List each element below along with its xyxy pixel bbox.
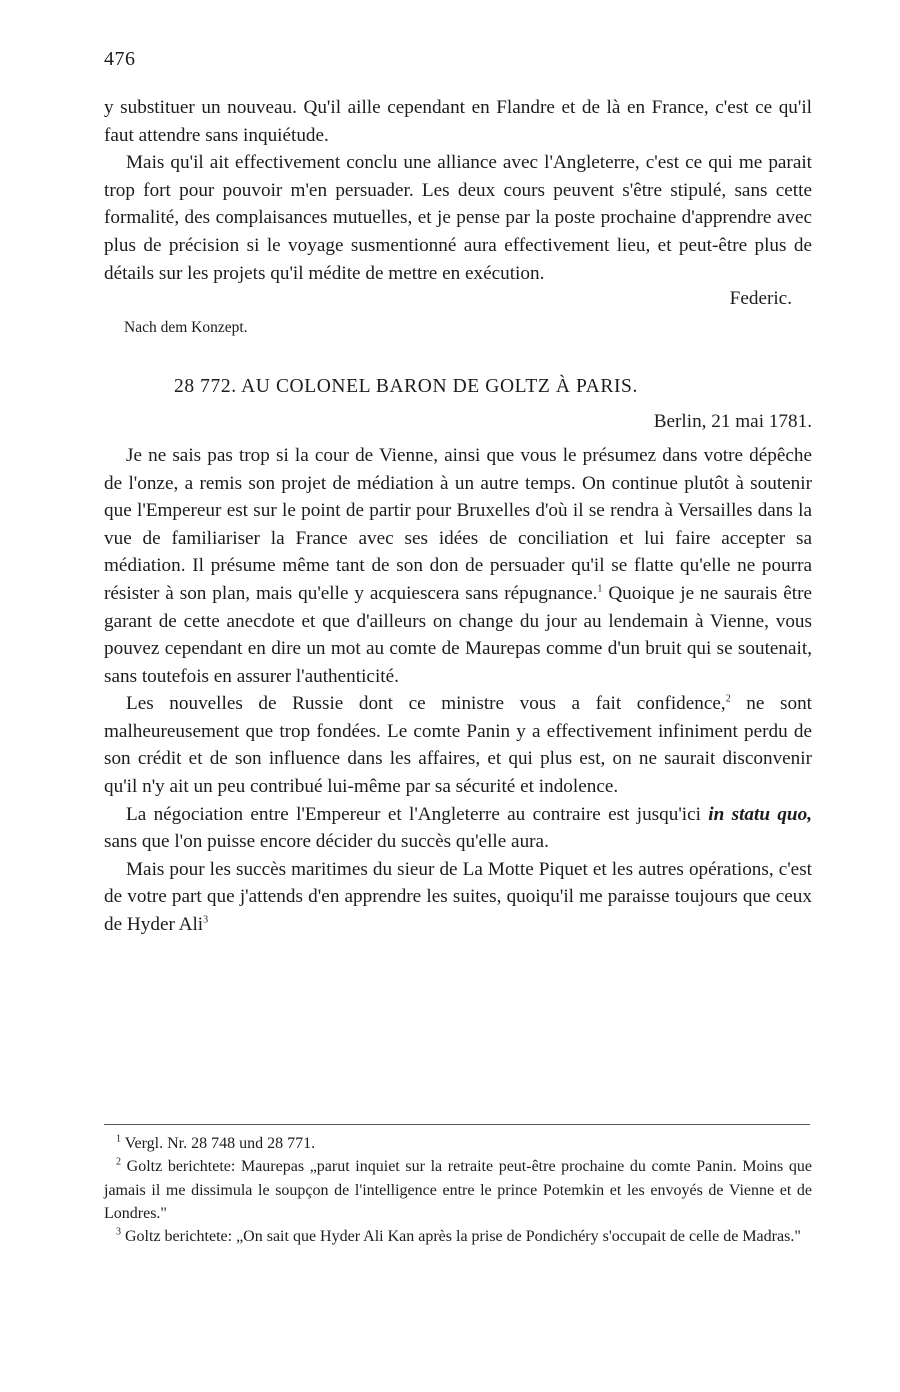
source-note: Nach dem Konzept. (124, 318, 248, 336)
signature: Federic. (729, 288, 792, 310)
paragraph-russie (104, 690, 812, 800)
footnote-2 (104, 1155, 812, 1225)
paragraph-russie-text-b: ne sont malheureusement que trop fondées. Le comte Panin y a effectivement infiniment perdu de son crédit et de son influence dans les affaires, et qui plus est, on ne saurait disconvenir qu'il n'y ait un peu contribué lui-même par sa sécurité et indolence. (104, 693, 812, 798)
footnote-divider (104, 1124, 810, 1125)
paragraph-negociation (104, 801, 812, 856)
paragraph-continued: y substituer un nouveau. Qu'il aille cependant en Flandre et de là en France, c'est ce qu'il faut attendre sans inquiétude. (104, 97, 812, 146)
paragraph-russie-text-a: Les nouvelles de Russie dont ce ministre vous a fait confidence, (126, 693, 726, 715)
letter-heading: 28 772. AU COLONEL BARON DE GOLTZ À PARIS. (174, 375, 638, 397)
footnote-2-mark: 2 (116, 1156, 121, 1168)
latin-phrase: in statu quo, (708, 803, 812, 825)
paragraph-vienne-text-a: Je ne sais pas trop si la cour de Vienne, ainsi que vous le présumez dans votre dépêche de l'onze, a remis son projet de médiation à un autre temps. On continue plutôt à soutenir que l'Empereur est sur le point de partir pour Bruxelles d'où il se rendra à Versailles dans la vue de familiariser la France avec ses idées de conciliation et lui faire accepter sa médiation. Il présume même tant de son don de persuader qu'il se flatte qu'elle ne pourra résister à son plan, mais qu'elle y acquiescera sans répugnance. (104, 444, 812, 604)
paragraph-maritimes (104, 856, 812, 939)
footnote-2-text: Goltz berichtete: Maurepas „parut inquiet sur la retraite peut-être prochaine du comte Panin. Moins que jamais il me dissimula le soupçon de l'intelligence entre le prince Potemkin et les envoyés de Vienne et de Londres." (104, 1158, 812, 1222)
page-number: 476 (104, 48, 136, 70)
footnote-ref-2: 2 (725, 693, 731, 705)
footnote-1-mark: 1 (116, 1133, 121, 1145)
footnote-1-text: Vergl. Nr. 28 748 und 28 771. (121, 1135, 316, 1152)
paragraph-alliance: Mais qu'il ait effectivement conclu une alliance avec l'Angleterre, c'est ce qui me parait trop fort pour pouvoir m'en persuader. Les deux cours peuvent s'être stipulé, sans cette formalité, des complaisances mutuelles, et je pense par la poste prochaine d'apprendre avec plus de précision si le voyage susmentionné aura effectivement lieu, et peut-être plus de détails sur les projets qu'il médite de mettre en exécution. (104, 152, 812, 284)
footnote-3-mark: 3 (116, 1226, 121, 1238)
footnote-3 (104, 1225, 812, 1248)
footnote-1 (104, 1132, 812, 1155)
paragraph-negociation-text-b: sans que l'on puisse encore décider du succès qu'elle aura. (104, 831, 549, 853)
footnote-3-text: Goltz berichtete: „On sait que Hyder Ali Kan après la prise de Pondichéry s'occupait de celle de Madras." (121, 1228, 801, 1246)
footnote-ref-1: 1 (597, 583, 603, 595)
footnotes (104, 1132, 812, 1248)
footnote-ref-3: 3 (203, 914, 209, 926)
paragraph-maritimes-text: Mais pour les succès maritimes du sieur de La Motte Piquet et les autres opérations, c'est de votre part que j'attends d'en apprendre les suites, quoiqu'il me paraisse toujours que ceux de Hyder Ali (104, 858, 812, 936)
paragraph-negociation-text-a: La négociation entre l'Empereur et l'Angleterre au contraire est jusqu'ici (126, 803, 709, 825)
main-text (104, 94, 812, 939)
paragraph-vienne (104, 442, 812, 690)
dateline: Berlin, 21 mai 1781. (653, 411, 812, 433)
paragraph-vienne-text-b: Quoique je ne saurais être garant de cette anecdote et que d'ailleurs on change du jour au lendemain à Vienne, vous pouvez cependant en dire un mot au comte de Maurepas comme d'un bruit qui se soutenait, sans toutefois en assurer l'authenticité. (104, 582, 812, 687)
